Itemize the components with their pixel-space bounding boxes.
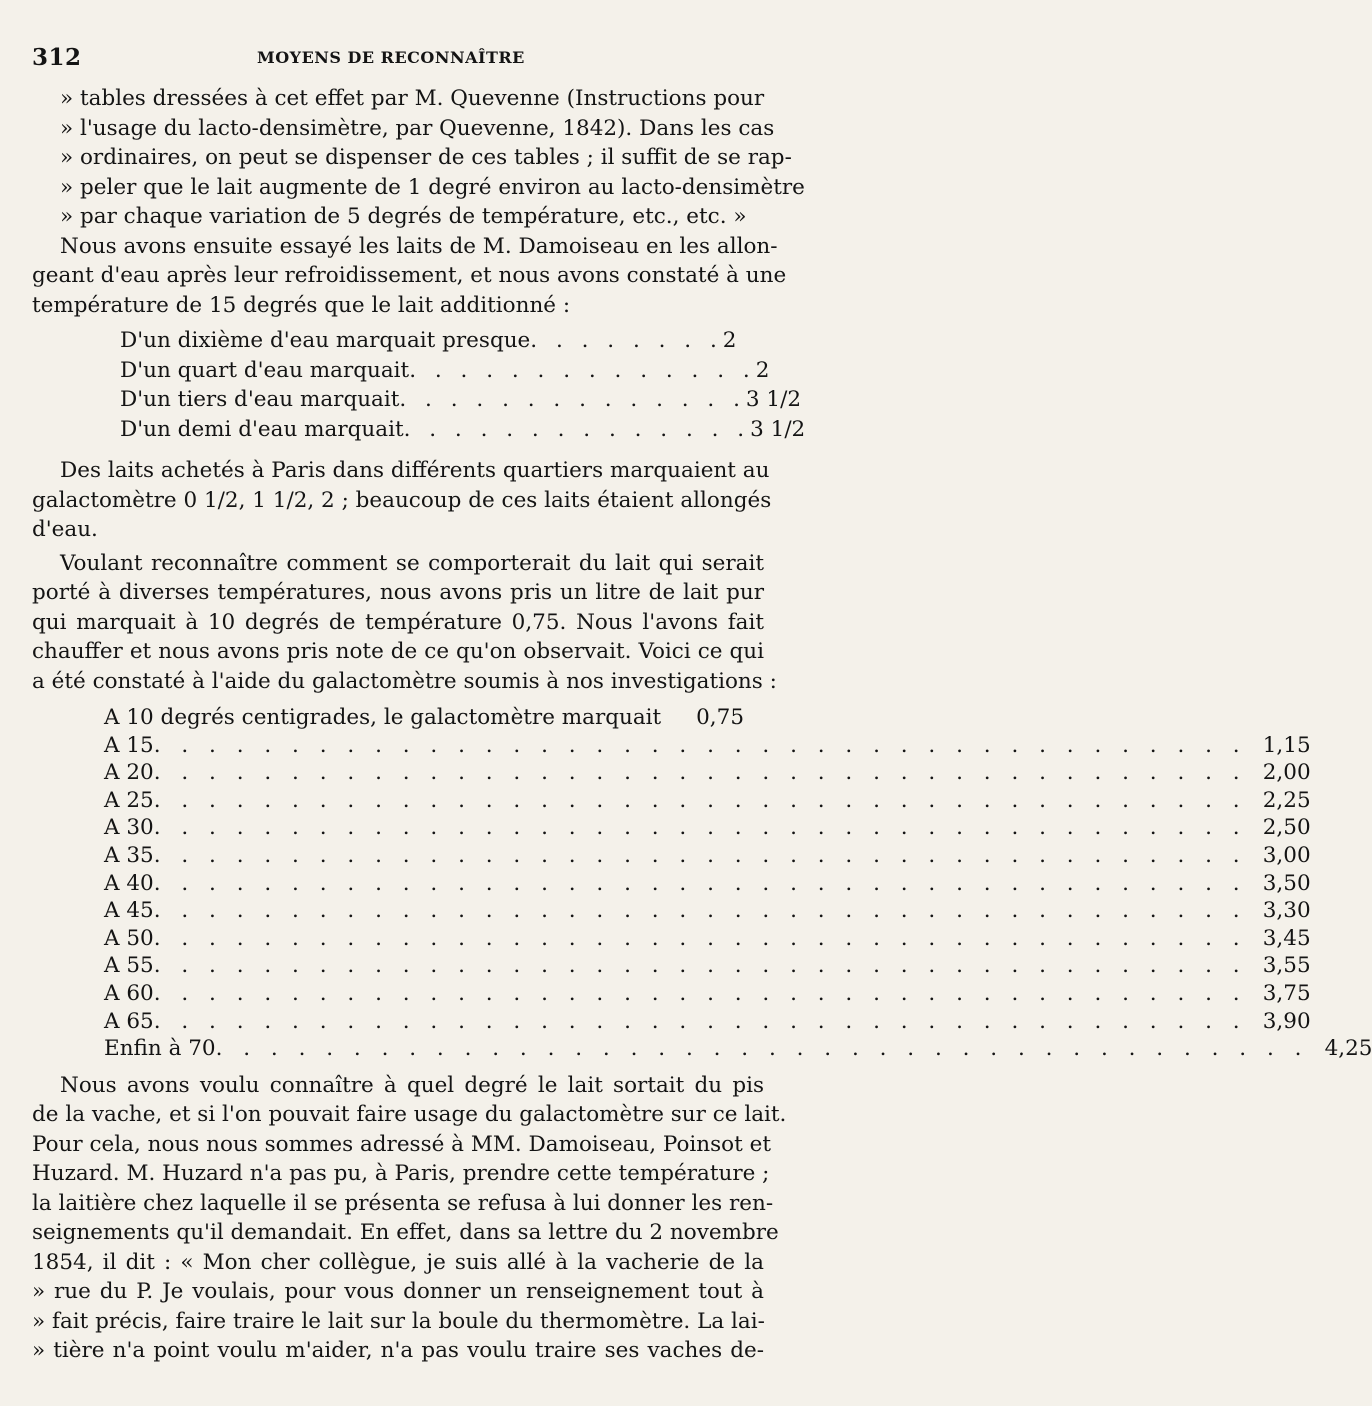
temperature-row	[104, 1008, 1311, 1036]
temperature-row	[104, 897, 1311, 925]
leader-dots: . . . . . . . . . . . . . . . . . . . . . . . . . . . . . . . . . . . . . . . .	[153, 760, 1247, 786]
text-line: » l'usage du lacto-densimètre, par Quevenne, 1842). Dans les cas	[60, 115, 775, 141]
galactometer-value: 2,00	[1262, 760, 1311, 786]
temperature-row	[104, 732, 1311, 760]
temperature-label: A 45	[104, 898, 154, 924]
leader-dots: . . . . . . . . . . . . . . . . . . . . . . . . . . . . . . . . . . . . . . . .	[153, 815, 1247, 841]
text-line: geant d'eau après leur refroidissement, et nous avons constaté à une	[32, 263, 787, 288]
text-line: a été constaté à l'aide du galactomètre soumis à nos investigations :	[32, 668, 777, 694]
leader-dots: . . . . . . . .	[530, 328, 723, 353]
galactometer-value: 2,25	[1262, 787, 1311, 813]
galactometer-value: 3,75	[1262, 980, 1311, 1006]
measurement-value: 2	[722, 328, 737, 353]
temperature-label: A 10 degrés centigrades, le galactomètre marquait	[104, 705, 662, 730]
measurement-row	[120, 326, 737, 356]
temperature-row	[104, 952, 1311, 980]
temperature-row	[104, 925, 1311, 953]
temperature-row	[104, 980, 1311, 1008]
measurement-value: 3 1/2	[750, 416, 806, 442]
measurement-label: D'un quart d'eau marquait	[120, 357, 410, 383]
temperature-label: A 30	[104, 815, 154, 841]
text-line: » tables dressées à cet effet par M. Quevenne (Instructions pour	[60, 86, 765, 111]
temperature-label: A 15	[104, 732, 154, 758]
leader-dots: . . . . . . . . . . . . . . . . . . . . . . . . . . . . . . . . . . . . . . . .	[153, 1008, 1247, 1034]
galactometer-value: 3,50	[1262, 870, 1311, 896]
measurement-value: 2	[755, 357, 770, 383]
running-head	[32, 38, 764, 84]
paragraph-udder-temperature	[32, 1071, 787, 1366]
temperature-label: A 50	[104, 925, 154, 951]
leader-dots: . . . . . . . . . . . . . . . . . . . . . . . . . . . . . . . . . . . . . . . .	[153, 898, 1247, 924]
galactometer-value: 2,50	[1262, 815, 1311, 841]
text-line: Nous avons ensuite essayé les laits de M. Damoiseau en les allon-	[60, 233, 778, 259]
text-line: 1854, il dit : « Mon cher collègue, je suis allé à la vacherie de la	[32, 1249, 764, 1275]
leader-dots: . . . . . . . . . . . . . . . . . . . . . . . . . . . . . . . . . . . . . . . .	[153, 870, 1247, 896]
text-line: galactomètre 0 1/2, 1 1/2, 2 ; beaucoup de ces laits étaient allongés	[32, 487, 772, 513]
paragraph-paris-milk	[32, 456, 772, 545]
measurement-label: D'un tiers d'eau marquait	[120, 387, 400, 412]
page-number: 312	[32, 44, 82, 71]
text-line: la laitière chez laquelle il se présenta se refusa à lui donner les ren-	[32, 1190, 774, 1216]
text-line: d'eau.	[32, 517, 98, 542]
leader-dots: . . . . . . . . . . . . . .	[399, 387, 746, 412]
temperature-label: Enfin à 70	[104, 1036, 216, 1062]
temperature-label: A 20	[104, 760, 154, 786]
leader-dots: . . . . . . . . . . . . . . . . . . . . . . . . . . . . . . . . . . . . . . . .	[153, 732, 1247, 758]
galactometer-value: 3,45	[1262, 925, 1311, 951]
leader-dots: . . . . . . . . . . . . . . . . . . . . . . . . . . . . . . . . . . . . . . . .	[153, 842, 1247, 868]
text-line: température de 15 degrés que le lait additionné :	[32, 292, 571, 318]
text-line: seignements qu'il demandait. En effet, dans sa lettre du 2 novembre	[32, 1220, 779, 1246]
galactometer-value: 3,90	[1262, 1008, 1311, 1034]
galactometer-value: 3,55	[1262, 953, 1311, 979]
text-line: » rue du P. Je voulais, pour vous donner un renseignement tout à	[32, 1279, 764, 1305]
measurement-row	[120, 415, 806, 445]
galactometer-value: 3,30	[1262, 898, 1311, 924]
text-line: Huzard. M. Huzard n'a pas pu, à Paris, prendre cette température ;	[32, 1161, 770, 1187]
temperature-readings	[104, 704, 1372, 1063]
temperature-row	[104, 759, 1311, 787]
measurement-row	[120, 356, 770, 386]
text-line: » fait précis, faire traire le lait sur la boule du thermomètre. La lai-	[32, 1308, 765, 1334]
text-line: Nous avons voulu connaître à quel degré le lait sortait du pis	[60, 1072, 764, 1098]
measurement-row	[120, 385, 802, 415]
leader-dots: . . . . . . . . . . . . . . . . . . . . . . . . . . . . . . . . . . . . . . . .	[215, 1036, 1309, 1062]
text-line: Des laits achetés à Paris dans différents quartiers marquaient au	[60, 458, 770, 483]
temperature-row	[104, 814, 1311, 842]
galactometer-value: 1,15	[1262, 732, 1311, 758]
galactometer-value: 3,00	[1262, 842, 1311, 868]
text-line: » peler que le lait augmente de 1 degré environ au lacto-densimètre	[60, 174, 805, 200]
paragraph-heating-experiment	[32, 549, 777, 697]
measurement-label: D'un demi d'eau marquait	[120, 416, 404, 442]
text-line: Pour cela, nous nous sommes adressé à MM. Damoiseau, Poinsot et	[32, 1131, 771, 1157]
leader-dots: . . . . . . . . . . . . . . . . . . . . . . . . . . . . . . . . . . . . . . . .	[153, 953, 1247, 979]
galactometer-value: 4,25	[1324, 1036, 1372, 1062]
leader-dots: . . . . . . . . . . . . . .	[403, 416, 751, 442]
temperature-label: A 55	[104, 953, 154, 979]
text-line: chauffer et nous avons pris note de ce qu'on observait. Voici ce qui	[32, 639, 764, 664]
text-line: » par chaque variation de 5 degrés de température, etc., etc. »	[60, 204, 747, 229]
leader-dots	[661, 704, 680, 732]
measurement-value: 3 1/2	[745, 387, 802, 412]
galactometer-value: 0,75	[696, 705, 744, 730]
paragraph-quotation-tables	[32, 84, 805, 232]
leader-dots: . . . . . . . . . . . . . . . . . . . . . . . . . . . . . . . . . . . . . . . .	[153, 787, 1247, 813]
temperature-row	[104, 870, 1311, 898]
leader-dots: . . . . . . . . . . . . . .	[409, 357, 756, 383]
text-line: » ordinaires, on peut se dispenser de ces tables ; il suffit de se rap-	[60, 145, 792, 170]
text-line: de la vache, et si l'on pouvait faire usage du galactomètre sur ce lait.	[32, 1102, 787, 1128]
temperature-row	[104, 1035, 1372, 1063]
text-line: Voulant reconnaître comment se comporterait du lait qui serait	[60, 550, 764, 576]
temperature-row	[104, 704, 744, 732]
leader-dots: . . . . . . . . . . . . . . . . . . . . . . . . . . . . . . . . . . . . . . . .	[153, 980, 1247, 1006]
temperature-row	[104, 842, 1311, 870]
text-line: porté à diverses températures, nous avons pris un litre de lait pur	[32, 580, 764, 605]
text-line: » tière n'a point voulu m'aider, n'a pas voulu traire ses vaches de-	[32, 1338, 764, 1364]
paragraph-damoiseau-trials	[32, 232, 787, 321]
running-title: MOYENS DE RECONNAÎTRE	[257, 48, 525, 67]
temperature-label: A 25	[104, 787, 154, 813]
temperature-label: A 35	[104, 842, 154, 868]
temperature-label: A 65	[104, 1008, 154, 1034]
dilution-measurements	[120, 326, 806, 444]
temperature-label: A 60	[104, 980, 154, 1006]
text-line: qui marquait à 10 degrés de température 0,75. Nous l'avons fait	[32, 609, 764, 635]
leader-dots: . . . . . . . . . . . . . . . . . . . . . . . . . . . . . . . . . . . . . . . .	[153, 925, 1247, 951]
temperature-row	[104, 787, 1311, 815]
temperature-label: A 40	[104, 870, 154, 896]
measurement-label: D'un dixième d'eau marquait presque	[120, 328, 531, 353]
